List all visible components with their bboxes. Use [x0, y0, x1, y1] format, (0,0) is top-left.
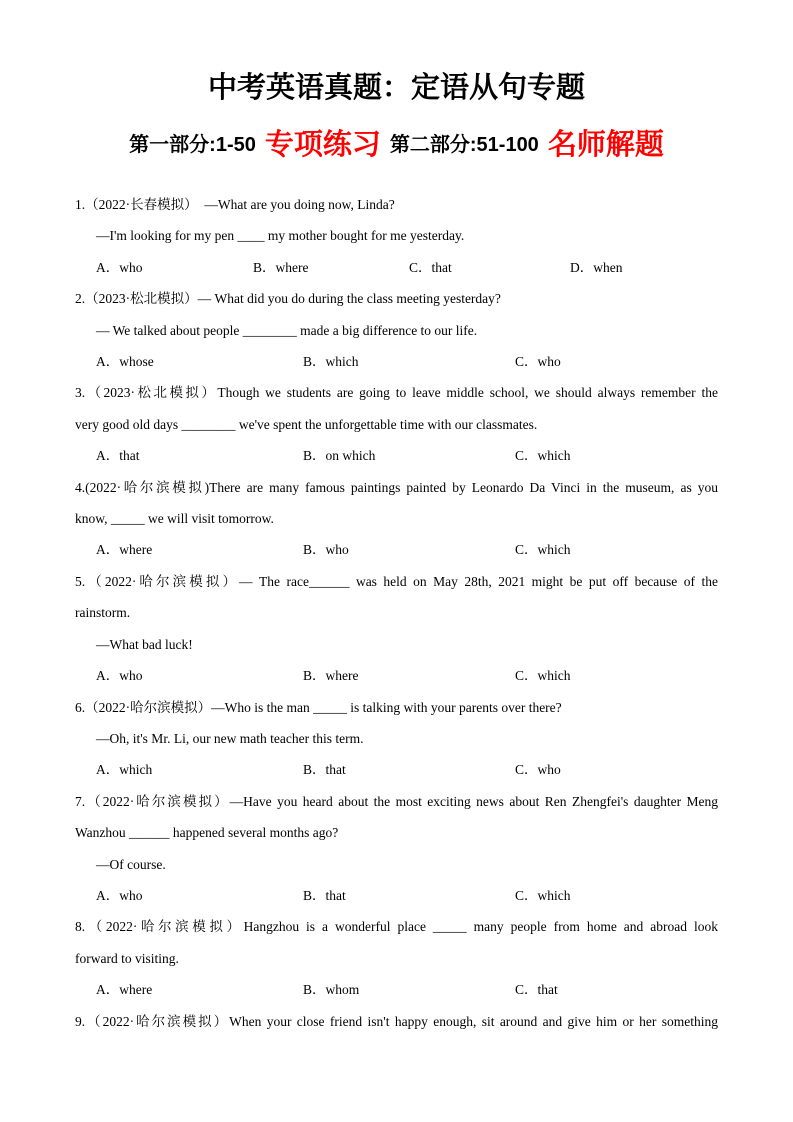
option: C．that [409, 259, 452, 275]
question-line: —Oh, it's Mr. Li, our new math teacher this term. [96, 730, 364, 746]
question-line: Wanzhou ______ happened several months ago? [75, 825, 339, 841]
question-item [75, 692, 718, 786]
option: A．who [96, 887, 143, 903]
options-row [75, 880, 718, 911]
question-item [75, 911, 718, 1005]
option: C．that [515, 982, 558, 998]
options-row [75, 346, 718, 377]
question-list [75, 189, 718, 1037]
question-item [75, 472, 718, 566]
question-item [75, 377, 718, 471]
option: C．who [515, 762, 561, 778]
question-item [75, 786, 718, 912]
option: D．when [570, 259, 623, 275]
option: B．who [303, 542, 349, 558]
question-item [75, 283, 718, 377]
option: A．that [96, 448, 140, 464]
question-item [75, 566, 718, 692]
option: A．where [96, 542, 153, 558]
option: B．which [303, 354, 359, 370]
options-row [75, 440, 718, 471]
option: A．who [96, 668, 143, 684]
question-item [75, 1006, 718, 1037]
option: B．that [303, 762, 346, 778]
question-item [75, 189, 718, 283]
question-line: very good old days ________ we've spent the unforgettable time with our classmates. [75, 416, 538, 432]
option: C．which [515, 542, 571, 558]
option: B．where [253, 259, 309, 275]
options-row [75, 974, 718, 1005]
option: C．who [515, 354, 561, 370]
question-line: 5.（2022·哈尔滨模拟）— The race______ was held on May 28th, 2021 might be put off because of the [75, 573, 718, 589]
option: A．whose [96, 354, 154, 370]
option: C．which [515, 887, 571, 903]
question-line: 3.（2023·松北模拟）Though we students are going to leave middle school, we should always remember the [75, 385, 718, 401]
question-line: —Of course. [96, 856, 166, 872]
part1-label: 第一部分:1-50 [129, 134, 256, 156]
question-line: know, _____ we will visit tomorrow. [75, 511, 274, 527]
option: B．where [303, 668, 359, 684]
option: A．where [96, 982, 153, 998]
option: B．whom [303, 982, 360, 998]
question-line: 4.(2022·哈尔滨模拟)There are many famous paintings painted by Leonardo Da Vinci in the museum, as you [75, 479, 718, 495]
question-line: forward to visiting. [75, 950, 179, 966]
question-line: —I'm looking for my pen ____ my mother bought for me yesterday. [96, 228, 465, 244]
part2-highlight: 名师解题 [547, 129, 664, 161]
part1-highlight: 专项练习 [264, 129, 381, 161]
question-line: 7.（2022·哈尔滨模拟）—Have you heard about the most exciting news about Ren Zhengfei's daughter Meng [75, 793, 718, 809]
question-line: — We talked about people ________ made a big difference to our life. [96, 322, 478, 338]
question-line: 1.（2022·长春模拟） —What are you doing now, Linda? [75, 197, 395, 212]
options-row [75, 754, 718, 785]
part2-label: 第二部分:51-100 [389, 134, 539, 156]
question-line: rainstorm. [75, 605, 131, 621]
option: C．which [515, 668, 571, 684]
option: A．which [96, 762, 153, 778]
page-title: 中考英语真题：定语从句专题 [207, 72, 585, 104]
question-line: 2.（2023·松北模拟）— What did you do during the class meeting yesterday? [75, 291, 501, 307]
option: B．on which [303, 448, 376, 464]
option: B．that [303, 887, 346, 903]
options-row [75, 660, 718, 691]
page-subtitle [75, 122, 718, 163]
question-line: 6.（2022·哈尔滨模拟）—Who is the man _____ is talking with your parents over there? [75, 699, 562, 715]
question-line: 9.（2022·哈尔滨模拟）When your close friend isn't happy enough, sit around and give him or her something [75, 1013, 719, 1029]
options-row [75, 252, 718, 283]
question-line: —What bad luck! [96, 636, 193, 652]
option: C．which [515, 448, 571, 464]
options-row [75, 534, 718, 565]
option: A．who [96, 259, 143, 275]
question-line: 8.（2022·哈尔滨模拟）Hangzhou is a wonderful place _____ many people from home and abroad look [75, 919, 718, 935]
